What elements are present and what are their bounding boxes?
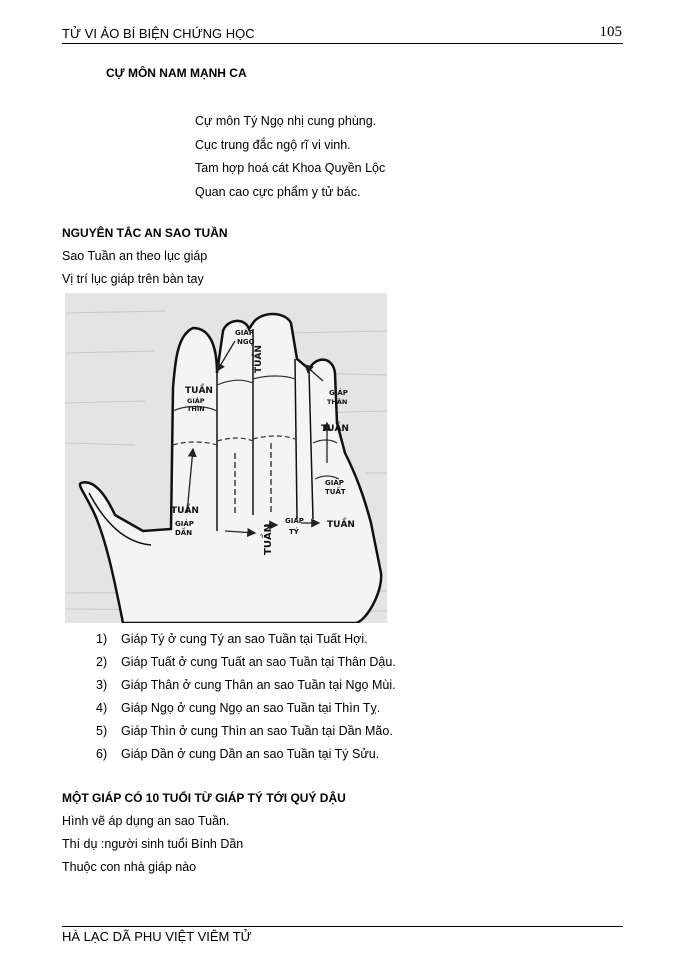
label-giap-ty: GIÁP [285,517,304,525]
label-tuan-bottom-right: TUẦN [327,520,355,530]
list-text: Giáp Thân ở cung Thân an sao Tuần tại Ngọ Mùi. [121,678,396,692]
header-rule [62,43,623,44]
list-item [96,720,396,743]
poem [195,110,385,204]
label-giap-dan: GIÁP [175,520,194,528]
header-title: TỬ VI ẢO BÍ BIỆN CHỨNG HỌC [62,26,255,41]
label-giap-than: GIÁP [329,389,348,397]
poem-line: Cục trung đắc ngộ rĩ vi vinh. [195,137,351,152]
label-giap-ty-2: TÝ [289,528,299,536]
list-number: 1) [96,632,108,646]
list-item [96,628,396,651]
section-heading-tuan: NGUYÊN TẮC AN SAO TUẦN [62,226,228,240]
list-text: Giáp Dần ở cung Dần an sao Tuần tại Tý Sửu. [121,747,380,761]
list-text: Giáp Ngọ ở cung Ngọ an sao Tuần tại Thìn Tỵ. [121,701,381,715]
paragraph-line: Thuộc con nhà giáp nào [62,860,197,874]
list-number: 6) [96,747,108,761]
paragraph-line: Sao Tuần an theo lục giáp [62,249,208,263]
label-tuan-bottom-left: TUẦN [171,506,199,516]
paragraph-line: Hình vẽ áp dụng an sao Tuần. [62,814,230,828]
list-number: 5) [96,724,108,738]
poem-title: CỰ MÔN NAM MẠNH CA [106,66,247,80]
list-item [96,651,396,674]
label-tuan-center: TUẦN [263,523,274,555]
hand-diagram [65,293,387,623]
footer-rule [62,926,623,927]
label-giap-than-2: THÂN [327,398,348,406]
paragraph-line: Thí dụ :người sinh tuổi Bính Dần [62,837,244,851]
list-text: Giáp Tuất ở cung Tuất an sao Tuần tại Thân Dậu. [121,655,396,669]
page-number: 105 [599,24,622,40]
footer-text: HÀ LẠC DÃ PHU VIỆT VIÊM TỬ [62,929,252,944]
label-tuan-right: TUẦN [321,424,349,434]
rules-list [96,628,396,766]
label-giap-ngo: GIÁP [235,329,254,337]
label-giap-thin: GIÁP [187,397,205,405]
list-item [96,697,396,720]
label-giap-ngo-2: NGỌ [237,338,255,346]
label-tuan-vertical: TUẦN [254,345,264,373]
list-item [96,743,396,766]
list-number: 3) [96,678,108,692]
hand-diagram-svg [65,293,387,623]
label-giap-tuat: GIÁP [325,479,344,487]
paragraph-line: Vị trí lục giáp trên bàn tay [62,272,204,286]
label-giap-thin-2: THÌN [187,405,205,413]
poem-line: Quan cao cực phẩm y tử bác. [195,184,361,199]
section-heading-giap: MỘT GIÁP CÓ 10 TUỔI TỪ GIÁP TÝ TỚI QUÝ DẬU [62,791,346,805]
list-number: 4) [96,701,108,715]
list-item [96,674,396,697]
label-giap-dan-2: DẦN [175,529,193,537]
poem-line: Cự môn Tý Ngọ nhị cung phùng. [195,114,377,128]
poem-line: Tam hợp hoá cát Khoa Quyền Lộc [195,161,386,175]
label-giap-tuat-2: TUẤT [325,488,346,496]
list-text: Giáp Tý ở cung Tý an sao Tuần tại Tuất Hợi. [121,632,368,646]
list-number: 2) [96,655,108,669]
label-tuan-left: TUẦN [185,386,213,396]
list-text: Giáp Thìn ở cung Thìn an sao Tuần tại Dần Mão. [121,724,393,738]
